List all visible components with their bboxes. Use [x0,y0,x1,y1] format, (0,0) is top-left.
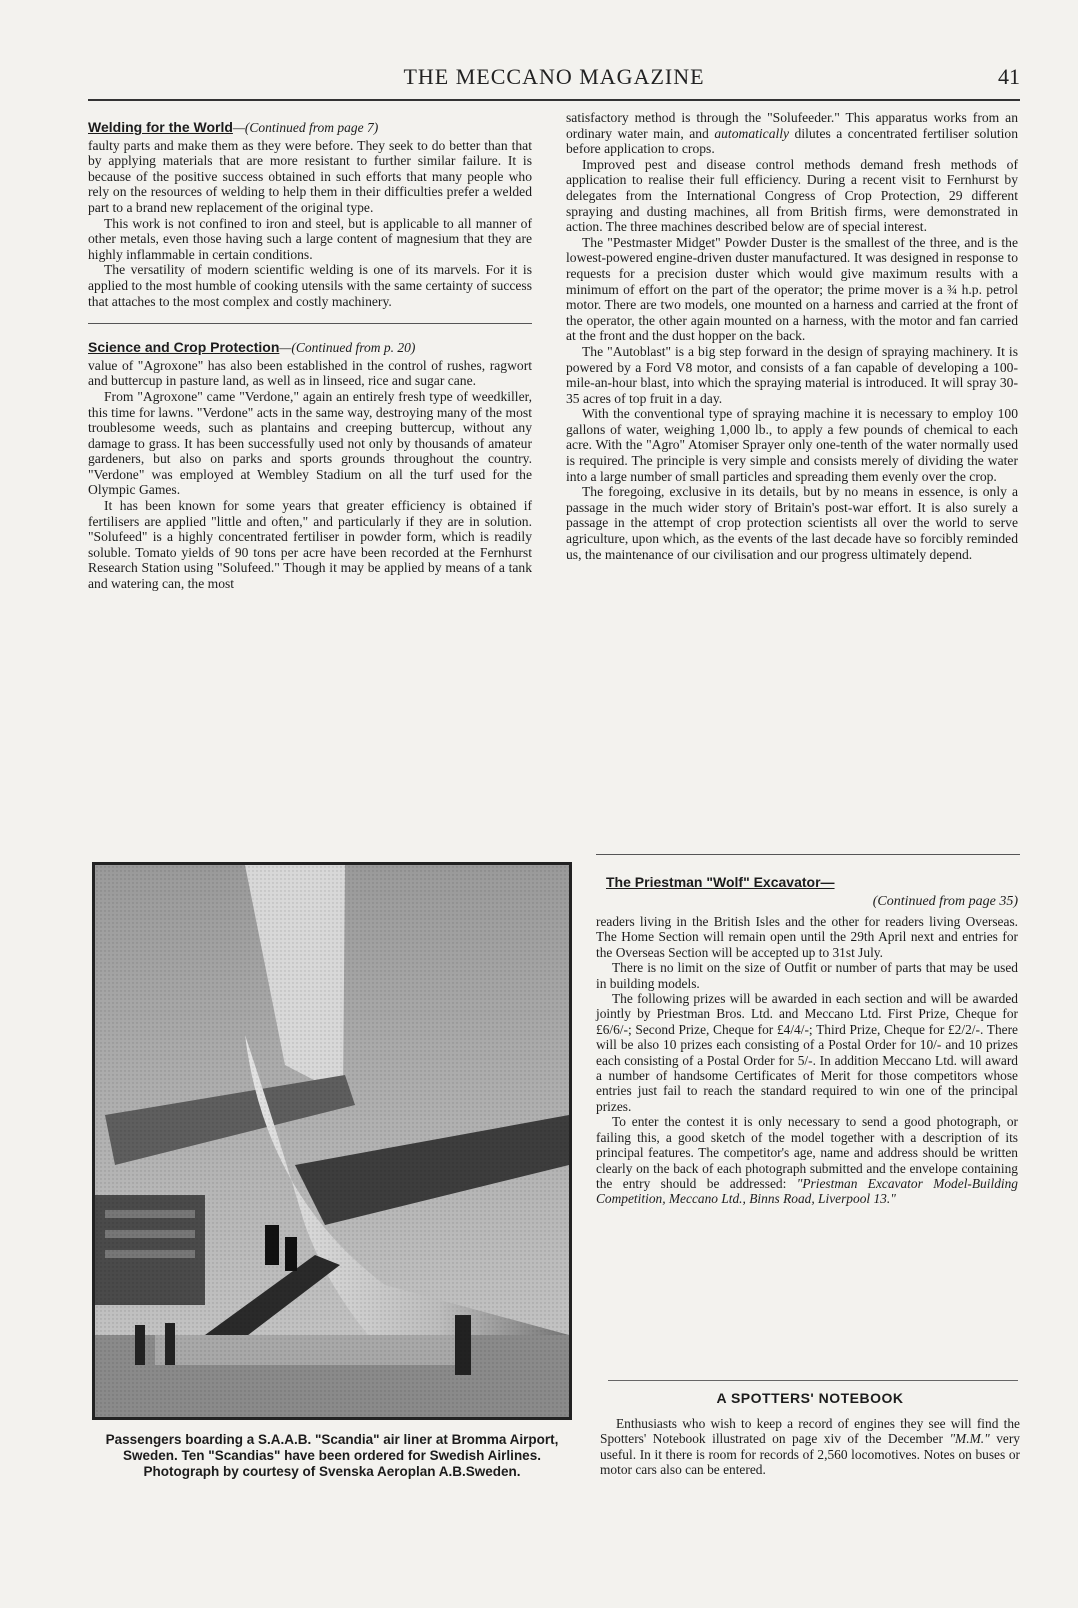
crop-paragraph: Improved pest and disease control methods demand fresh methods of application to realise their full efficiency. During a recent visit to Fernhurst by delegates from the International Congress of Crop Protection, 29 different spraying and dusting machines, all from British firms, were demonstrated in action. The three machines described below are of special interest. [566,156,1018,235]
text-run: very useful. In it there is room for records of 2,560 locomotives. Notes on buses or motor cars also can be entered. [600,1431,1020,1478]
section-divider [88,323,532,324]
text-run: satisfactory method is through the "Solufeeder." This apparatus works from an ordinary water main, and [566,110,1018,141]
crop-heading [88,340,532,356]
welding-paragraph: faulty parts and make them as they were before. They seek to do better than that by applying materials that are more resistant to further similar failure. It is because of the positive success obtained in such efforts that many people who rely on the resources of welding to help them in their difficulties prefer a welded part to a brand new replacement of the original type. [88,137,532,215]
header-rule [88,99,1020,101]
spotters-heading: A SPOTTERS' NOTEBOOK [716,1390,904,1406]
emphasis-text: automatically [714,125,790,141]
crop-title: Science and Crop Protection [88,339,280,356]
magazine-title: THE MECCANO MAGAZINE [403,64,705,89]
text-run: dilutes a concentrated fertiliser solution before application to crops. [566,125,1019,157]
right-column-text [566,110,1018,562]
wolf-paragraph: readers living in the British Isles and the other for readers living Overseas. The Home Section will remain open until the 29th April next and entries for the Overseas Section will be accepted up to 31st July. [596,914,1018,960]
wolf-title: The Priestman "Wolf" Excavator— [606,874,835,890]
crop-paragraph: The "Pestmaster Midget" Powder Duster is the smallest of the three, and is the lowest-powered engine-driven duster manufactured. It was designed in response to requests for a precision duster which would give maximum results with a minimum of effort on the part of the operator; the prime mover is a ¾ h.p. petrol motor. There are two models, one mounted on a harness and carried at the front of the operator, the other again mounted on a harness, with the motor and fan carried at the front and the dust hopper on the back. [566,234,1018,344]
wolf-continued: (Continued from page 35) [872,894,1018,909]
photo-caption: Passengers boarding a S.A.A.B. "Scandia" air liner at Bromma Airport, Sweden. Ten "Scandias" have been ordered for Swedish Airlines. Photograph by courtesy of Svenska Aeroplan A.B.Sweden. [105,1432,559,1479]
crop-paragraph: With the conventional type of spraying machine it is necessary to employ 100 gallons of water, weighing 1,000 lb., to apply a few pounds of chemical to each acre. With the "Agro" Atomiser Sprayer only one-tenth of the water normally used is required. The principle is very simple and consists merely of dividing the water into a large number of small particles and spreading them evenly over the crop. [566,406,1018,484]
page-number: 41 [998,64,1020,89]
spotters-text [600,1416,1020,1478]
spotters-paragraph [600,1416,1020,1478]
crop-paragraph: The "Autoblast" is a big step forward in the design of spraying machinery. It is powered by a Ford V8 motor, and consists of a fan capable of developing a 100-mile-an-hour blast, into which the spraying material is introduced. It will spray 30-35 acres of top fruit in a day. [566,343,1018,406]
airliner-photo-illustration [95,865,569,1417]
section-divider [608,1380,1018,1381]
welding-paragraph: This work is not confined to iron and steel, but is applicable to all manner of other metals, even those having such a large content of magnesium that they are highly inflammable in certain conditions. [88,215,532,262]
address-text: "Priestman Excavator Model-Building Competition, Meccano Ltd., Binns Road, Liverpool 13." [596,1175,1018,1207]
welding-heading [88,120,532,136]
wolf-heading [606,874,835,890]
wolf-paragraph: There is no limit on the size of Outfit or number of parts that may be used in building models. [596,960,1018,991]
welding-title: Welding for the World [88,119,233,135]
crop-continued: —(Continued from p. 20) [279,340,416,356]
wolf-paragraph [596,1114,1018,1206]
crop-continued-paragraph [566,110,1018,157]
wolf-text [596,914,1018,1207]
wolf-paragraph: The following prizes will be awarded in each section and will be awarded jointly by Priestman Bros. Ltd. and Meccano Ltd. First Prize, Cheque for £6/6/-; Second Prize, Cheque for £4/4/-; Third Prize, Cheque for £2/2/-. There will be also 10 prizes each consisting of a Postal Order for 10/- and 10 prizes each consisting of a Postal Order for 5/-. In addition Meccano Ltd. will award a number of handsome Certificates of Merit for those competitors whose entries just fail to reach the standard required to win one of the principal prizes. [596,991,1018,1114]
section-divider [596,854,1020,855]
page-header [88,64,1020,98]
emphasis-text: "M.M." [949,1431,990,1447]
crop-paragraph: From "Agroxone" came "Verdone," again an entirely fresh type of weedkiller, this time for lawns. "Verdone" acts in the same way, destroying many of the most troublesome weeds, such as plantains and creeping buttercup, without any damage to grass. It has been successfully used not only by thousands of amateur gardeners, but also on parks and sports grounds throughout the country. "Verdone" was employed at Wembley Stadium on all the turf used for the Olympic Games. [88,388,532,498]
crop-paragraph: value of "Agroxone" has also been established in the control of rushes, ragwort and buttercup in pasture land, as well as in linseed, rice and sugar cane. [88,357,532,389]
text-run: To enter the contest it is only necessary to send a good photograph, or failing this, a good sketch of the model together with a description of its principal features. The competitor's age, name and address should be written clearly on the back of each photograph submitted and the envelope containing the entry should be addressed: [596,1114,1018,1191]
text-run: Enthusiasts who wish to keep a record of engines they see will find the Spotters' Notebook illustrated on page xiv of the December [600,1416,1020,1447]
welding-paragraph: The versatility of modern scientific welding is one of its marvels. For it is applied to the most humble of cooking utensils with the same certainty of success that attaches to the most complex and costly machinery. [88,262,532,309]
left-column-text [88,120,532,592]
airliner-photo [92,862,572,1420]
crop-paragraph: The foregoing, exclusive in its details, but by no means in essence, is only a passage in the much wider story of Britain's post-war effort. It is also surely a passage in the attempt of crop protection scientists all over the world to serve agriculture, upon which, as the events of the last decade have so forcibly reminded us, the maintenance of our civilisation and our progress ultimately depend. [566,484,1018,562]
crop-paragraph: It has been known for some years that greater efficiency is obtained if fertilisers are applied "little and often," and particularly if they are in solution. "Solufeed" is a highly concentrated fertiliser in powder form, which is readily soluble. Tomato yields of 90 tons per acre have been recorded at the Fernhurst Research Station using "Solufeed." Though it may be applied by means of a tank and watering can, the most [88,498,532,592]
welding-continued: —(Continued from page 7) [232,120,379,135]
